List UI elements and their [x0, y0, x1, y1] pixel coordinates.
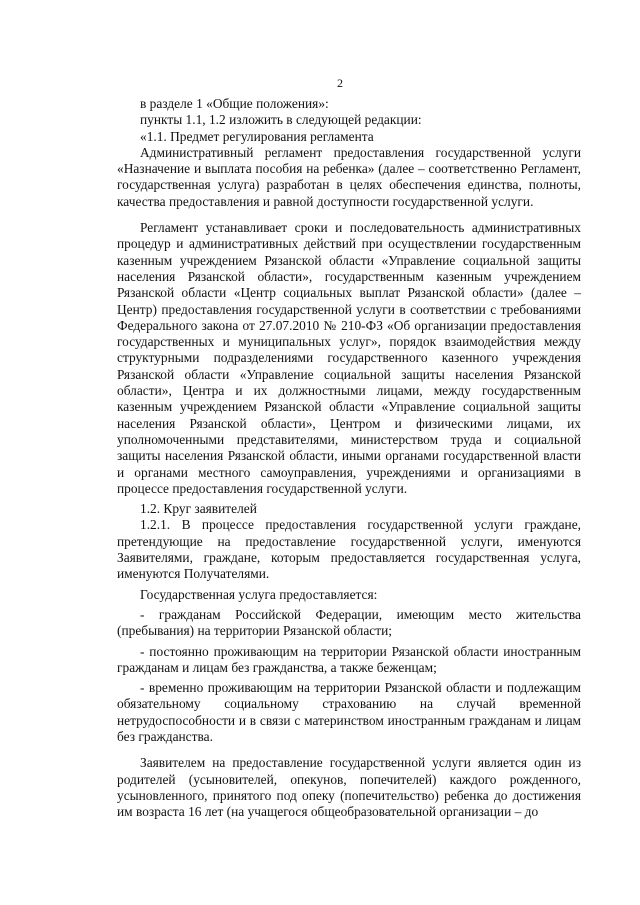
paragraph-applicants-definition: 1.2.1. В процессе предоставления государственной услуги граждане, претендующие на предоставление государственной услуги, именуются Заявителями, граждане, которым предоставляется государственная услуга, именуются Получателями. — [117, 517, 581, 582]
paragraph-applicant-parent: Заявителем на предоставление государственной услуги является один из родителей (усыновителей, опекунов, попечителей) каждого рожденного, усыновленного, принятого под опеку (попечительство) ребенка до достижения им возраста 16 лет (на учащегося общеобразовательной организации – до — [117, 755, 581, 820]
paragraph-heading-1-1: «1.1. Предмет регулирования регламента — [140, 128, 374, 144]
paragraph-service-provided: Государственная услуга предоставляется: — [140, 586, 378, 602]
paragraph-list-permanent-residents: - постоянно проживающим на территории Рязанской области иностранным гражданам и лицам без гражданства, а также беженцам; — [117, 643, 581, 675]
paragraph-reglament-intro: Административный регламент предоставления государственной услуги «Назначение и выплата пособия на ребенка» (далее – соответственно Регламент, государственная услуга) разработан в целях обеспечения единства, полноты, качества предоставления и равной доступности государственной услуги. — [117, 144, 581, 209]
paragraph-heading-1-2: 1.2. Круг заявителей — [140, 501, 257, 517]
paragraph-list-citizens: - гражданам Российской Федерации, имеющим место жительства (пребывания) на территории Рязанской области; — [117, 606, 581, 639]
paragraph-edit-instruction: пункты 1.1, 1.2 изложить в следующей редакции: — [140, 112, 422, 128]
document-body — [117, 96, 581, 820]
paragraph-list-temporary-residents: - временно проживающим на территории Рязанской области и подлежащим обязательному социальному страхованию на случай временной нетрудоспособности и в связи с материнством иностранным гражданам и лицам без гражданства. — [117, 680, 581, 744]
paragraph-section-ref: в разделе 1 «Общие положения»: — [140, 96, 329, 111]
page-number: 2 — [337, 76, 343, 90]
paragraph-reglament-scope: Регламент устанавливает сроки и последовательность административных процедур и административных действий при осуществлении государственным казенным учреждением Рязанской области «Управление социальной защиты населения Рязанской области», государственным казенным учреждением Рязанской области «Центр социальных выплат Рязанской области» (далее – Центр) предоставления государственной услуги в соответствии с требованиями Федерального закона от 27.07.2010 № 210-ФЗ «Об организации предоставления государственных и муниципальных услуг», порядок взаимодействия между структурными подразделениями государственного казенного учреждения Рязанской области «Управление социальной защиты населения Рязанской области», Центра и их должностными лицами, между государственным казенным учреждением Рязанской области «Управление социальной защиты населения Рязанской области», Центром и физическими лицами, их уполномоченными представителями, министерством труда и социальной защиты населения Рязанской области, иными органами государственной власти и органами местного самоуправления, учреждениями и организациями в процессе предоставления государственной услуги. — [117, 220, 581, 496]
